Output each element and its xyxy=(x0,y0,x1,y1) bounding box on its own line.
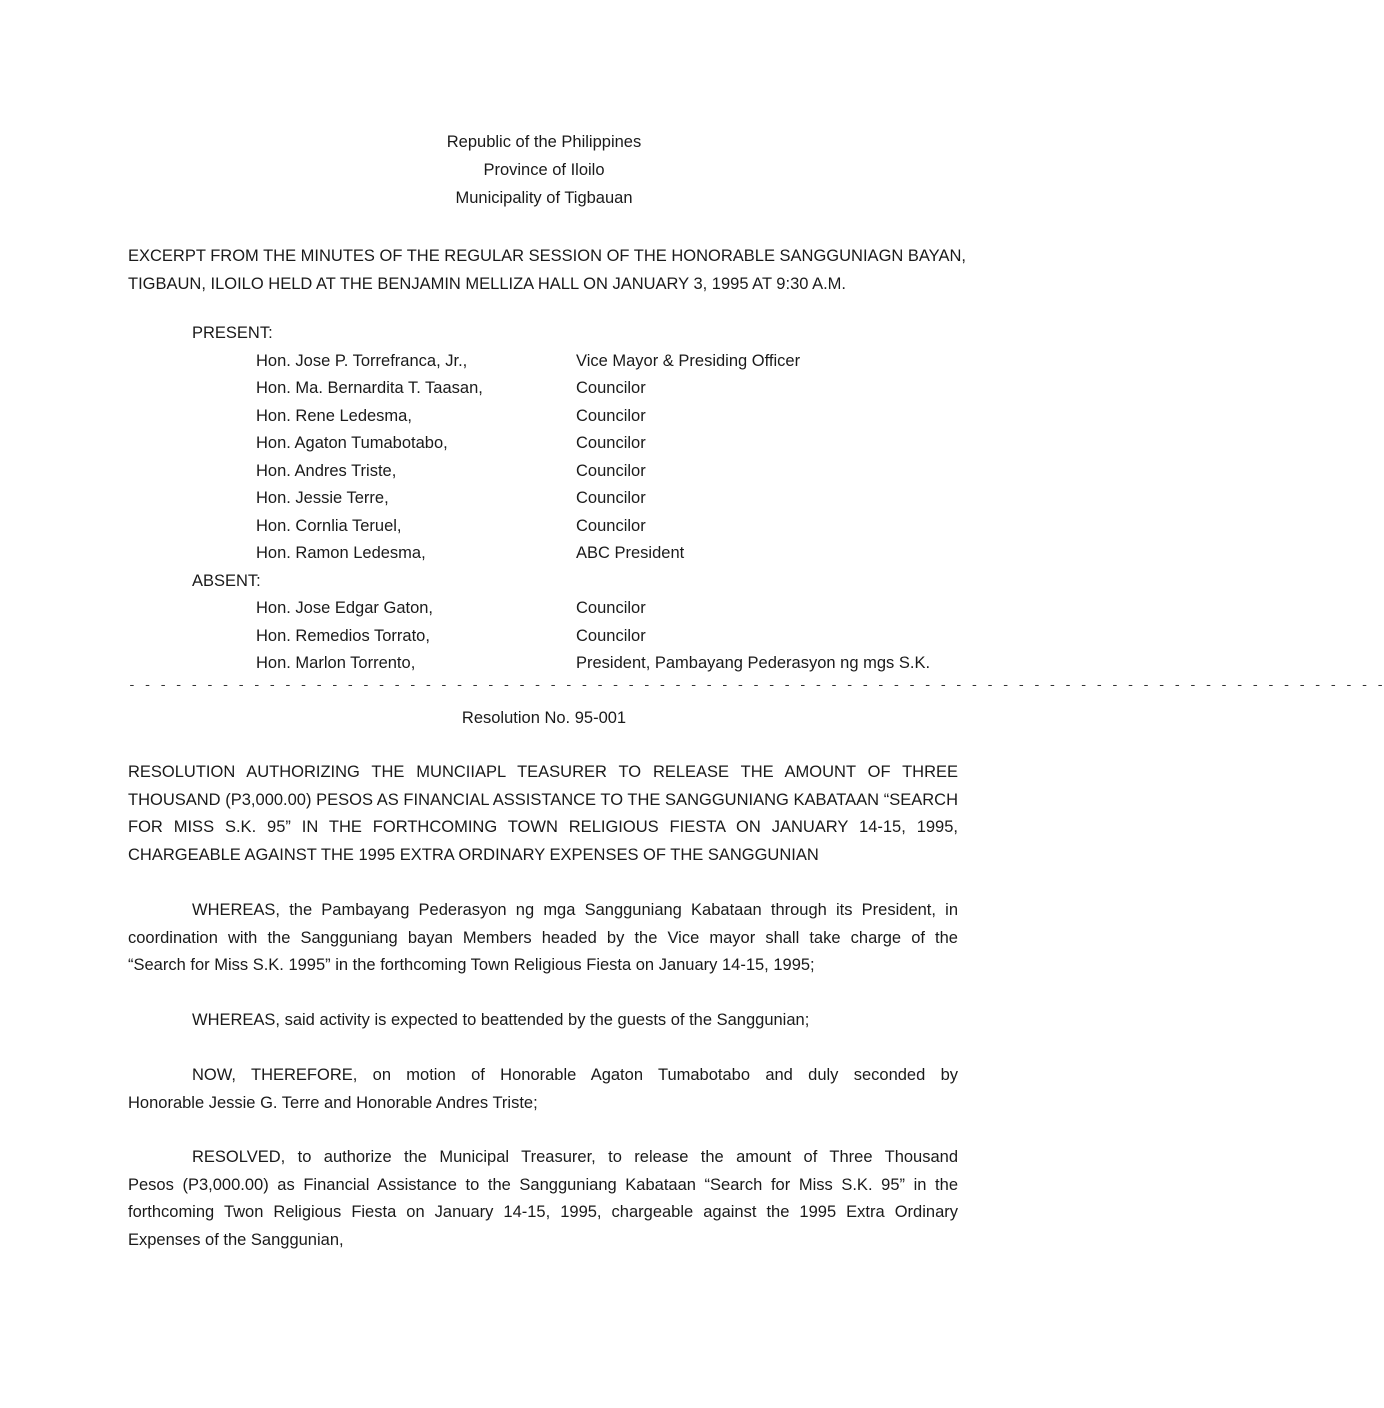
title-line: THOUSAND (P3,000.00) PESOS AS FINANCIAL ASSISTANCE TO THE SANGGUNIANG KABATAAN “SEARCH xyxy=(128,790,958,809)
paragraph-line: WHEREAS, said activity is expected to beattended by the guests of the Sanggunian; xyxy=(192,1011,810,1029)
minutes-excerpt-heading xyxy=(128,242,968,298)
present-member-row xyxy=(0,458,1088,486)
present-member-row xyxy=(0,513,1088,541)
member-name: Hon. Rene Ledesma, xyxy=(256,406,412,425)
member-name: Hon. Jose P. Torrefranca, Jr., xyxy=(256,351,468,370)
title-line: RESOLUTION AUTHORIZING THE MUNCIIAPL TEASURER TO RELEASE THE AMOUNT OF THREE xyxy=(128,763,958,781)
title-line: FOR MISS S.K. 95” IN THE FORTHCOMING TOWN RELIGIOUS FIESTA ON JANUARY 14-15, 1995, xyxy=(128,818,958,836)
excerpt-line-1: EXCERPT FROM THE MINUTES OF THE REGULAR SESSION OF THE HONORABLE SANGGUNIAGN BAYAN, xyxy=(128,247,966,265)
document-header xyxy=(0,128,1088,212)
now-therefore-paragraph xyxy=(128,1062,958,1117)
member-name: Hon. Ma. Bernardita T. Taasan, xyxy=(256,379,483,397)
member-position: President, Pambayang Pederasyon ng mgs S.K. xyxy=(576,654,931,672)
present-member-row xyxy=(0,540,1088,568)
member-name: Hon. Andres Triste, xyxy=(256,461,397,480)
excerpt-line-2: TIGBAUN, ILOILO HELD AT THE BENJAMIN MELLIZA HALL ON JANUARY 3, 1995 AT 9:30 A.M. xyxy=(128,275,847,293)
present-member-row xyxy=(0,348,1088,376)
member-name: Hon. Marlon Torrento, xyxy=(256,654,416,672)
member-name: Hon. Ramon Ledesma, xyxy=(256,544,426,562)
absent-member-row xyxy=(0,623,1088,651)
member-position: Vice Mayor & Presiding Officer xyxy=(576,351,801,370)
present-member-row xyxy=(0,485,1088,513)
resolution-number: Resolution No. 95-001 xyxy=(461,709,627,727)
member-position: ABC President xyxy=(576,544,685,562)
present-member-row xyxy=(0,403,1088,431)
member-position: Councilor xyxy=(576,599,646,617)
present-member-row xyxy=(0,375,1088,403)
whereas-paragraph-1 xyxy=(128,897,958,980)
paragraph-line: “Search for Miss S.K. 1995” in the forthcoming Town Religious Fiesta on January 14-15, 1995; xyxy=(128,956,815,974)
resolved-paragraph xyxy=(128,1144,958,1254)
member-position: Councilor xyxy=(576,379,646,397)
member-name: Hon. Agaton Tumabotabo, xyxy=(256,434,448,452)
member-name: Hon. Cornlia Teruel, xyxy=(256,516,402,535)
whereas-paragraph-2 xyxy=(128,1007,958,1035)
member-position: Councilor xyxy=(576,489,646,507)
header-province: Province of Iloilo xyxy=(483,161,605,179)
paragraph-line: Pesos (P3,000.00) as Financial Assistance to the Sangguniang Kabataan “Search for Miss S.K. 95” in the xyxy=(128,1175,958,1194)
paragraph-line: WHEREAS, the Pambayang Pederasyon ng mga Sangguniang Kabataan through its President, in xyxy=(192,901,958,919)
member-name: Hon. Jessie Terre, xyxy=(256,489,389,507)
header-republic: Republic of the Philippines xyxy=(446,133,642,151)
attendance-list xyxy=(0,320,1088,678)
member-name: Hon. Jose Edgar Gaton, xyxy=(256,599,434,617)
present-member-row xyxy=(0,430,1088,458)
header-municipality: Municipality of Tigbauan xyxy=(455,189,633,207)
paragraph-line: RESOLVED, to authorize the Municipal Treasurer, to release the amount of Three Thousand xyxy=(192,1148,958,1166)
paragraph-line: Honorable Jessie G. Terre and Honorable Andres Triste; xyxy=(128,1093,538,1112)
paragraph-line: coordination with the Sangguniang bayan Members headed by the Vice mayor shall take charge of the xyxy=(128,928,958,947)
dashed-divider: - - - - - - - - - - - - - - - - - - - - - - - - - - - - - - - - - - - - - - - - - - - - - - - - - - - - - - - - - - - - - - - - - - - - - - - - - - - - - - - - - xyxy=(128,678,1384,693)
absent-label: ABSENT: xyxy=(192,571,261,590)
title-line: CHARGEABLE AGAINST THE 1995 EXTRA ORDINARY EXPENSES OF THE SANGGUNIAN xyxy=(128,845,819,864)
member-position: Councilor xyxy=(576,434,646,452)
paragraph-line: forthcoming Twon Religious Fiesta on January 14-15, 1995, chargeable against the 1995 Extra Ordinary xyxy=(128,1203,958,1221)
member-position: Councilor xyxy=(576,516,646,535)
paragraph-line: Expenses of the Sanggunian, xyxy=(128,1230,344,1249)
member-position: Councilor xyxy=(576,626,646,645)
member-name: Hon. Remedios Torrato, xyxy=(256,626,430,645)
member-position: Councilor xyxy=(576,461,646,480)
absent-member-row xyxy=(0,595,1088,623)
paragraph-line: NOW, THEREFORE, on motion of Honorable Agaton Tumabotabo and duly seconded by xyxy=(192,1066,958,1084)
member-position: Councilor xyxy=(576,406,646,425)
absent-member-row xyxy=(0,650,1088,678)
resolution-title xyxy=(128,759,958,869)
present-label: PRESENT: xyxy=(192,324,273,342)
